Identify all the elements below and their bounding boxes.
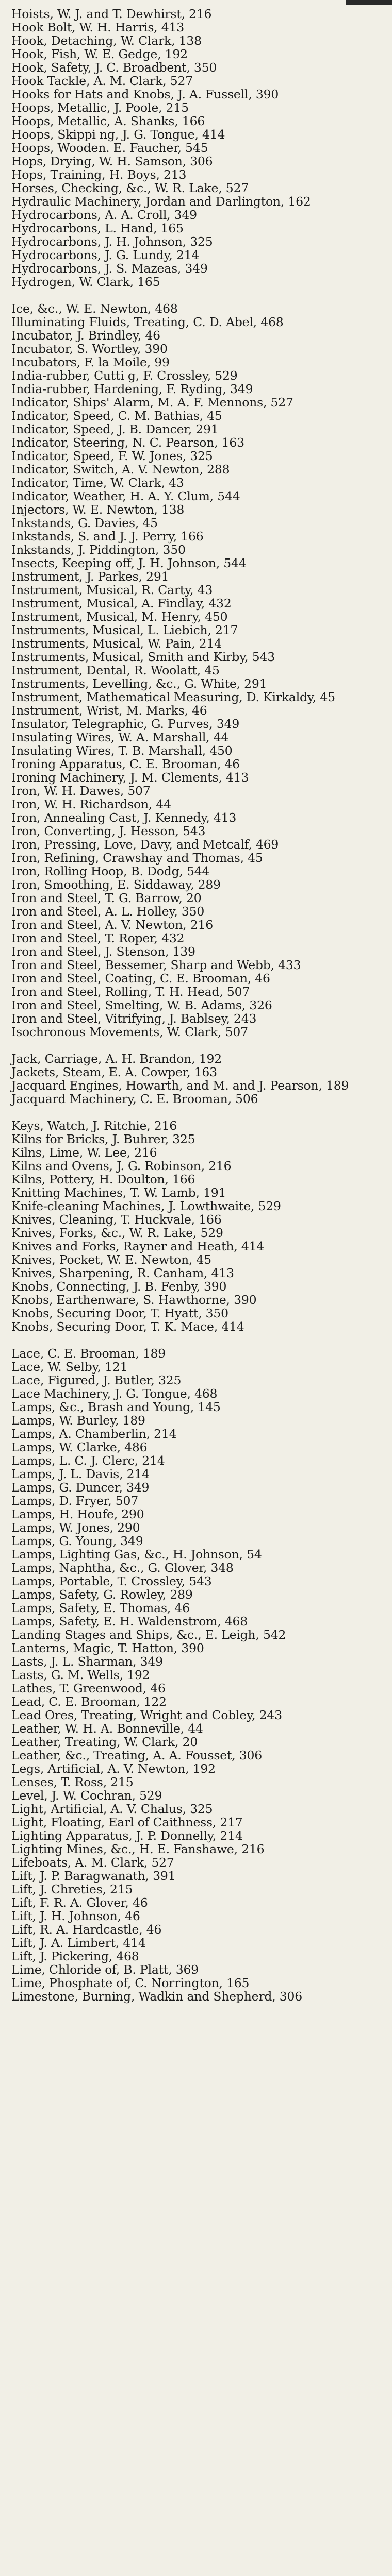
index-entry: Lead, C. E. Brooman, 122 bbox=[11, 1694, 167, 1709]
index-entry: Hoops, Metallic, J. Poole, 215 bbox=[11, 100, 189, 115]
index-entry: Insects, Keeping off, J. H. Johnson, 544 bbox=[11, 556, 247, 570]
index-entry: Hydrocarbons, J. G. Lundy, 214 bbox=[11, 248, 200, 262]
index-entry: Limestone, Burning, Wadkin and Shepherd, 306 bbox=[11, 1989, 303, 2004]
index-entry: Jacquard Machinery, C. E. Brooman, 506 bbox=[11, 1092, 258, 1106]
index-entry: Instrument, Musical, M. Henry, 450 bbox=[11, 609, 228, 624]
index-entry: Lasts, G. M. Wells, 192 bbox=[11, 1668, 150, 1682]
index-entry: Iron, Smoothing, E. Siddaway, 289 bbox=[11, 877, 221, 892]
index-entry: Lime, Chloride of, B. Platt, 369 bbox=[11, 1962, 199, 1977]
index-entry: Iron and Steel, A. V. Newton, 216 bbox=[11, 918, 213, 932]
index-entry: Lamps, W. Clarke, 486 bbox=[11, 1440, 148, 1454]
index-entry: Lasts, J. L. Sharman, 349 bbox=[11, 1654, 163, 1669]
index-entry: Knives, Pocket, W. E. Newton, 45 bbox=[11, 1252, 211, 1267]
index-entry: Lighting Apparatus, J. P. Donnelly, 214 bbox=[11, 1828, 243, 1843]
index-entry: Indicator, Speed, C. M. Bathias, 45 bbox=[11, 409, 222, 423]
index-entry: Iron, W. H. Richardson, 44 bbox=[11, 797, 171, 811]
index-entry: Lime, Phosphate of, C. Norrington, 165 bbox=[11, 1976, 250, 1990]
index-entry: Hops, Training, H. Boys, 213 bbox=[11, 167, 187, 182]
index-entry: Iron and Steel, A. L. Holley, 350 bbox=[11, 904, 205, 919]
index-entry: Knitting Machines, T. W. Lamb, 191 bbox=[11, 1185, 226, 1200]
index-entry: Indicator, Weather, H. A. Y. Clum, 544 bbox=[11, 489, 240, 503]
index-entry: Instrument, Musical, R. Carty, 43 bbox=[11, 583, 213, 597]
index-entry: Iron and Steel, Bessemer, Sharp and Webb, 433 bbox=[11, 958, 301, 972]
index-entry: Instrument, Mathematical Measuring, D. Kirkaldy, 45 bbox=[11, 690, 335, 704]
index-entry: Instruments, Musical, Smith and Kirby, 543 bbox=[11, 650, 275, 664]
index-entry: Lamps, G. Duncer, 349 bbox=[11, 1480, 150, 1495]
index-entry: Hook Tackle, A. M. Clark, 527 bbox=[11, 74, 193, 88]
index-entry: Ironing Apparatus, C. E. Brooman, 46 bbox=[11, 757, 240, 771]
index-entry: Iron, Converting, J. Hesson, 543 bbox=[11, 824, 206, 838]
index-group bbox=[11, 1347, 383, 2003]
index-entry: Hoops, Skippi ng, J. G. Tongue, 414 bbox=[11, 127, 225, 142]
index-entry: Indicator, Steering, N. C. Pearson, 163 bbox=[11, 435, 244, 450]
index-entry: Incubator, J. Brindley, 46 bbox=[11, 328, 160, 343]
index-entry: Kilns, Lime, W. Lee, 216 bbox=[11, 1145, 157, 1160]
index-entry: Leather, &c., Treating, A. A. Fousset, 306 bbox=[11, 1748, 262, 1762]
index-entry: Instrument, Dental, R. Woolatt, 45 bbox=[11, 663, 220, 677]
index-entry: Indicator, Ships' Alarm, M. A. F. Mennons, 527 bbox=[11, 395, 293, 410]
index-entry: Keys, Watch, J. Ritchie, 216 bbox=[11, 1118, 177, 1133]
index-entry: Hoops, Metallic, A. Shanks, 166 bbox=[11, 114, 205, 128]
index-entry: Ironing Machinery, J. M. Clements, 413 bbox=[11, 770, 249, 785]
index-entry: Iron and Steel, T. G. Barrow, 20 bbox=[11, 891, 202, 905]
index-entry: Lace Machinery, J. G. Tongue, 468 bbox=[11, 1386, 218, 1401]
index-entry: Instruments, Musical, W. Pain, 214 bbox=[11, 636, 222, 651]
index-entry: Inkstands, G. Davies, 45 bbox=[11, 516, 158, 530]
index-entry: Lifeboats, A. M. Clark, 527 bbox=[11, 1855, 174, 1870]
index-entry: Lamps, J. L. Davis, 214 bbox=[11, 1467, 150, 1481]
index-entry: Lamps, Safety, G. Rowley, 289 bbox=[11, 1587, 193, 1602]
index-entry: Iron and Steel, J. Stenson, 139 bbox=[11, 944, 195, 959]
index-entry: Lamps, Portable, T. Crossley, 543 bbox=[11, 1574, 212, 1588]
group-spacer bbox=[11, 289, 383, 302]
index-entry: Kilns, Pottery, H. Doulton, 166 bbox=[11, 1172, 195, 1187]
index-entry: Inkstands, S. and J. J. Perry, 166 bbox=[11, 529, 204, 544]
index-entry: Lamps, Safety, E. H. Waldenstrom, 468 bbox=[11, 1614, 248, 1629]
index-entry: Lace, C. E. Brooman, 189 bbox=[11, 1346, 166, 1361]
index-entry: Light, Artificial, A. V. Chalus, 325 bbox=[11, 1802, 213, 1816]
index-entry: Hydrocarbons, J. H. Johnson, 325 bbox=[11, 234, 213, 249]
index-entry: Lamps, G. Young, 349 bbox=[11, 1534, 143, 1548]
index-entry: Hooks for Hats and Knobs, J. A. Fussell, 390 bbox=[11, 87, 279, 101]
index-entry: India-rubber, Cutti g, F. Crossley, 529 bbox=[11, 368, 238, 383]
index-entry: Indicator, Speed, J. B. Dancer, 291 bbox=[11, 422, 219, 436]
index-entry: Knives, Forks, &c., W. R. Lake, 529 bbox=[11, 1226, 223, 1240]
index-entry: Lighting Mines, &c., H. E. Fanshawe, 216 bbox=[11, 1842, 265, 1856]
header-rule bbox=[346, 0, 392, 5]
index-entry: Instruments, Levelling, &c., G. White, 291 bbox=[11, 676, 267, 691]
index-entry: Insulator, Telegraphic, G. Purves, 349 bbox=[11, 717, 240, 731]
index-entry: Jacquard Engines, Howarth, and M. and J. Pearson, 189 bbox=[11, 1078, 349, 1093]
index-entry: Lace, W. Selby, 121 bbox=[11, 1360, 128, 1374]
index-entry: Knives, Cleaning, T. Huckvale, 166 bbox=[11, 1212, 222, 1227]
index-entry: Knobs, Securing Door, T. K. Mace, 414 bbox=[11, 1319, 244, 1334]
index-entry: Lift, J. H. Johnson, 46 bbox=[11, 1909, 140, 1923]
index-entry: Leather, Treating, W. Clark, 20 bbox=[11, 1735, 198, 1749]
index-entry: Hook, Safety, J. C. Broadbent, 350 bbox=[11, 60, 217, 75]
index-entry: Hops, Drying, W. H. Samson, 306 bbox=[11, 154, 213, 168]
index-entry: Incubator, S. Wortley, 390 bbox=[11, 342, 168, 356]
index-entry: Leather, W. H. A. Bonneville, 44 bbox=[11, 1721, 203, 1736]
index-entry: Kilns for Bricks, J. Buhrer, 325 bbox=[11, 1132, 195, 1146]
index-entry: Isochronous Movements, W. Clark, 507 bbox=[11, 1025, 248, 1039]
index-entry: Hydrogen, W. Clark, 165 bbox=[11, 275, 160, 289]
index-entry: Lamps, &c., Brash and Young, 145 bbox=[11, 1400, 221, 1414]
group-spacer bbox=[11, 1106, 383, 1119]
index-entry: Injectors, W. E. Newton, 138 bbox=[11, 502, 185, 517]
index-entry: Instrument, Wrist, M. Marks, 46 bbox=[11, 703, 207, 718]
index-entry: Hydrocarbons, L. Hand, 165 bbox=[11, 221, 184, 235]
index-entry: Incubators, F. la Moile, 99 bbox=[11, 355, 170, 369]
index-entry: Insulating Wires, T. B. Marshall, 450 bbox=[11, 743, 233, 758]
index-entry: Iron and Steel, Rolling, T. H. Head, 507 bbox=[11, 985, 250, 999]
index-entry: Lamps, H. Houfe, 290 bbox=[11, 1507, 144, 1521]
index-entry: Knives and Forks, Rayner and Heath, 414 bbox=[11, 1239, 265, 1253]
index-entry: Instruments, Musical, L. Liebich, 217 bbox=[11, 623, 238, 637]
index-entry: Indicator, Speed, F. W. Jones, 325 bbox=[11, 449, 213, 463]
index-group bbox=[11, 302, 383, 1039]
index-entry: Iron and Steel, Coating, C. E. Brooman, 46 bbox=[11, 971, 270, 986]
index-entry: Knives, Sharpening, R. Canham, 413 bbox=[11, 1266, 234, 1280]
index-entry: Indicator, Switch, A. V. Newton, 288 bbox=[11, 462, 230, 477]
index-entry: Kilns and Ovens, J. G. Robinson, 216 bbox=[11, 1159, 232, 1173]
index-entry: Iron, Rolling Hoop, B. Dodg, 544 bbox=[11, 864, 210, 878]
index-entry: Knobs, Connecting, J. B. Fenby, 390 bbox=[11, 1279, 227, 1294]
index-entry: Jack, Carriage, A. H. Brandon, 192 bbox=[11, 1052, 222, 1066]
index-entry: Hoops, Wooden. E. Faucher, 545 bbox=[11, 141, 208, 155]
index-entry: Light, Floating, Earl of Caithness, 217 bbox=[11, 1815, 243, 1829]
index-entry: Insulating Wires, W. A. Marshall, 44 bbox=[11, 730, 229, 744]
index-entry: Lathes, T. Greenwood, 46 bbox=[11, 1681, 166, 1696]
index-entry: Illuminating Fluids, Treating, C. D. Abel, 468 bbox=[11, 315, 284, 329]
index-entry: Jackets, Steam, E. A. Cowper, 163 bbox=[11, 1065, 217, 1079]
index-entry: Instrument, Musical, A. Findlay, 432 bbox=[11, 596, 232, 611]
index-entry: Lamps, Naphtha, &c., G. Glover, 348 bbox=[11, 1561, 234, 1575]
index-entry: Lamps, L. C. J. Clerc, 214 bbox=[11, 1453, 165, 1468]
index-entry: Hook, Detaching, W. Clark, 138 bbox=[11, 33, 202, 48]
index-entry: Legs, Artificial, A. V. Newton, 192 bbox=[11, 1761, 216, 1776]
index-entry: Lenses, T. Ross, 215 bbox=[11, 1775, 134, 1789]
index-entry: Lift, R. A. Hardcastle, 46 bbox=[11, 1922, 162, 1937]
index-entry: Iron and Steel, Vitrifying, J. Bablsey, 243 bbox=[11, 1011, 257, 1026]
index-entry: Iron and Steel, Smelting, W. B. Adams, 326 bbox=[11, 998, 272, 1012]
index-entry: Horses, Checking, &c., W. R. Lake, 527 bbox=[11, 181, 249, 195]
index-entry: Lead Ores, Treating, Wright and Cobley, 243 bbox=[11, 1708, 282, 1722]
index-entry: Lamps, D. Fryer, 507 bbox=[11, 1494, 139, 1508]
index-entry: Indicator, Time, W. Clark, 43 bbox=[11, 476, 184, 490]
index-entry: Lift, J. P. Baragwanath, 391 bbox=[11, 1869, 176, 1883]
index-entry: Hydrocarbons, A. A. Croll, 349 bbox=[11, 208, 197, 222]
index-entry: Inkstands, J. Piddington, 350 bbox=[11, 543, 186, 557]
index-entry: Hook Bolt, W. H. Harris, 413 bbox=[11, 20, 184, 35]
index-entry: Knobs, Earthenware, S. Hawthorne, 390 bbox=[11, 1293, 257, 1307]
group-spacer bbox=[11, 1333, 383, 1347]
index-entry: Lift, F. R. A. Glover, 46 bbox=[11, 1895, 148, 1910]
index-entry: Ice, &c., W. E. Newton, 468 bbox=[11, 301, 178, 316]
index-group bbox=[11, 1119, 383, 1333]
group-spacer bbox=[11, 1039, 383, 1052]
index-entry: Lanterns, Magic, T. Hatton, 390 bbox=[11, 1641, 204, 1655]
index-entry: Knife-cleaning Machines, J. Lowthwaite, 529 bbox=[11, 1199, 281, 1213]
index-group bbox=[11, 1052, 383, 1106]
index-entry: Hook, Fish, W. E. Gedge, 192 bbox=[11, 47, 188, 61]
index-entry: Hoists, W. J. and T. Dewhirst, 216 bbox=[11, 7, 212, 21]
index-entry: Instrument, J. Parkes, 291 bbox=[11, 569, 169, 584]
index-entry: Iron, W. H. Dawes, 507 bbox=[11, 784, 151, 798]
index-entry: Iron, Pressing, Love, Davy, and Metcalf, 469 bbox=[11, 837, 279, 852]
index-entry: Landing Stages and Ships, &c., E. Leigh, 542 bbox=[11, 1628, 286, 1642]
index-entry: Level, J. W. Cochran, 529 bbox=[11, 1788, 162, 1803]
index-entry: Lamps, W. Burley, 189 bbox=[11, 1413, 145, 1428]
index-entry: Lift, J. A. Limbert, 414 bbox=[11, 1936, 146, 1950]
index-entry: Lace, Figured, J. Butler, 325 bbox=[11, 1373, 182, 1387]
index-entry: Lamps, A. Chamberlin, 214 bbox=[11, 1427, 177, 1441]
index-entry: Lamps, Lighting Gas, &c., H. Johnson, 54 bbox=[11, 1547, 262, 1562]
index-entry: Knobs, Securing Door, T. Hyatt, 350 bbox=[11, 1306, 228, 1320]
index-entry: Iron and Steel, T. Roper, 432 bbox=[11, 931, 185, 945]
index-entry: Hydrocarbons, J. S. Mazeas, 349 bbox=[11, 261, 208, 276]
index-entry: Lift, J. Pickering, 468 bbox=[11, 1949, 139, 1963]
index-entry: Lift, J. Chreties, 215 bbox=[11, 1882, 133, 1896]
index-entry: Iron, Refining, Crawshay and Thomas, 45 bbox=[11, 851, 263, 865]
index-entry: Lamps, Safety, E. Thomas, 46 bbox=[11, 1601, 190, 1615]
index-entry: Hydraulic Machinery, Jordan and Darlington, 162 bbox=[11, 194, 311, 209]
index-entry: Iron, Annealing Cast, J. Kennedy, 413 bbox=[11, 810, 237, 825]
index-entry: India-rubber, Hardening, F. Ryding, 349 bbox=[11, 382, 253, 396]
index-entry: Lamps, W. Jones, 290 bbox=[11, 1520, 140, 1535]
index-body bbox=[11, 7, 383, 2003]
index-group bbox=[11, 7, 383, 289]
